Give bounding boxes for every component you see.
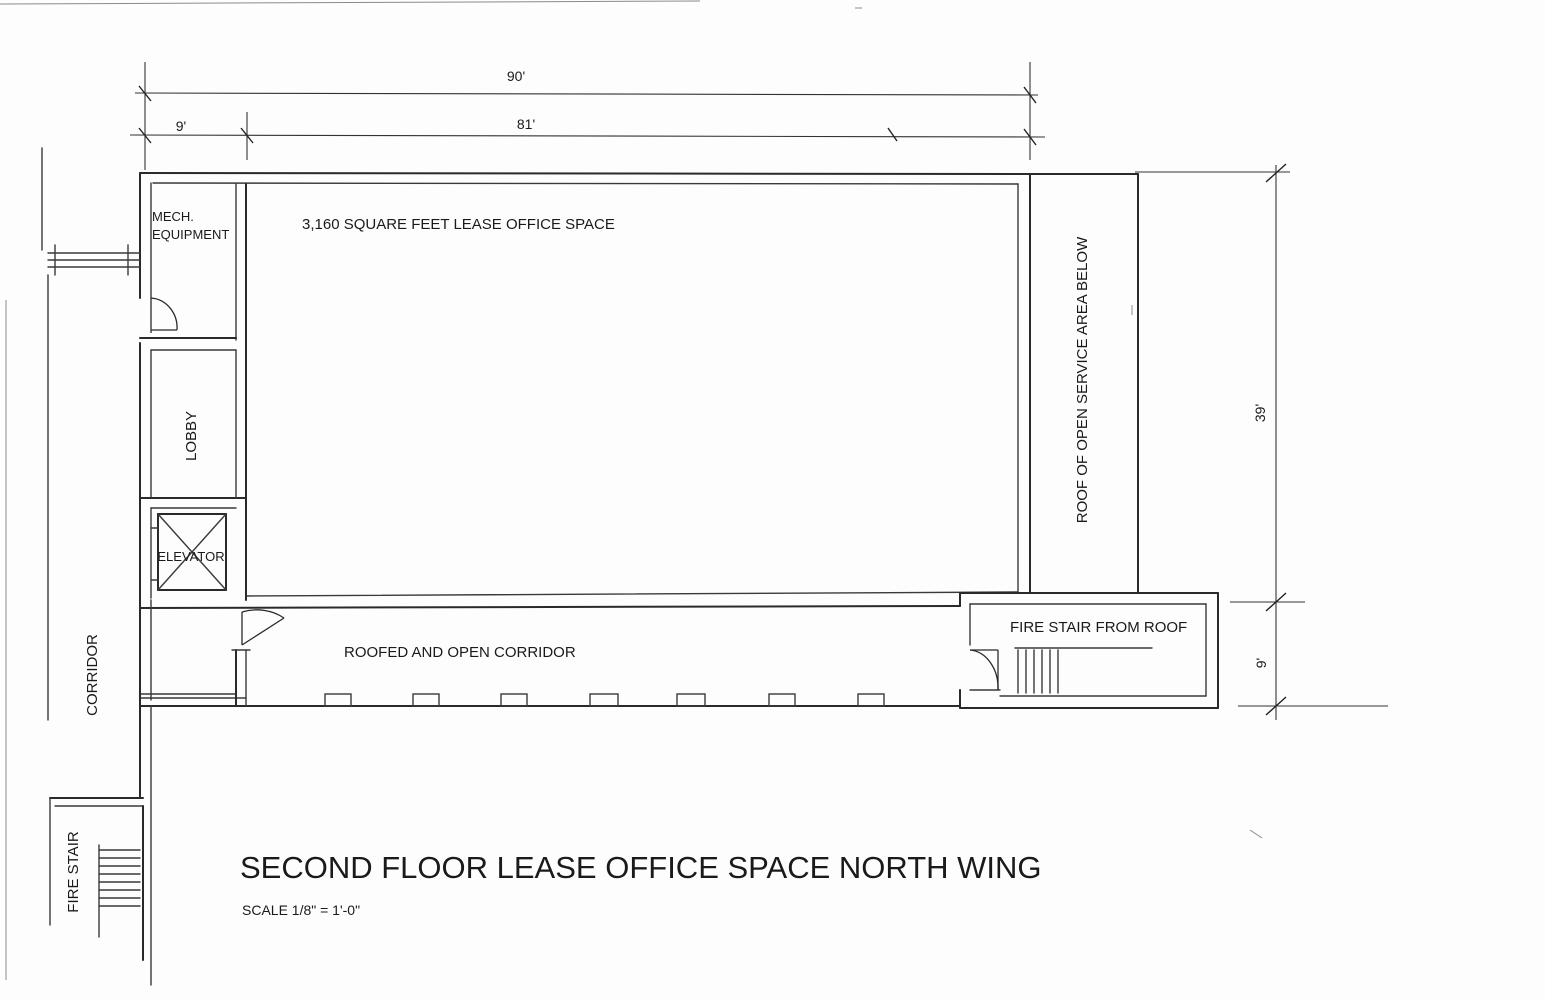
- fire-stair-roof-enclosure: [960, 593, 1218, 708]
- corridor-columns: [325, 694, 884, 706]
- dimension-bays: [130, 112, 1045, 160]
- label-fire-stair-roof: FIRE STAIR FROM ROOF: [1010, 619, 1188, 636]
- label-corridor-open: ROOFED AND OPEN CORRIDOR: [344, 644, 576, 661]
- label-fire-stair-side: FIRE STAIR: [65, 831, 82, 913]
- dimension-label-9-right: 9': [1253, 657, 1269, 669]
- corridor-door: [242, 610, 284, 645]
- label-corridor-side: CORRIDOR: [84, 634, 101, 716]
- stray-mark: [1250, 830, 1262, 838]
- label-roof-service: ROOF OF OPEN SERVICE AREA BELOW: [1074, 236, 1091, 524]
- dimension-depth: [1135, 164, 1388, 720]
- dimension-label-9-left: 9': [175, 118, 187, 134]
- sheet-edge-top: [0, 1, 700, 4]
- fire-stair-roof-treads: [1015, 648, 1152, 693]
- west-connection: [48, 245, 140, 275]
- label-lobby: LOBBY: [183, 410, 200, 462]
- label-mech-line1: MECH.: [152, 209, 194, 224]
- fire-stair-roof-door: [970, 650, 998, 690]
- west-corridor: [42, 148, 151, 985]
- plan-title: SECOND FLOOR LEASE OFFICE SPACE NORTH WING: [240, 850, 1042, 885]
- west-fire-stair: [50, 798, 143, 960]
- label-elevator: ELEVATOR: [157, 549, 225, 564]
- mech-door: [151, 298, 177, 333]
- lease-office-walls: [140, 173, 1030, 608]
- dimension-label-81: 81': [516, 116, 536, 132]
- dimension-label-39: 39': [1252, 403, 1268, 423]
- plan-scale: SCALE 1/8" = 1'-0": [242, 902, 361, 918]
- dimension-label-90: 90': [506, 68, 526, 84]
- dimension-overall-width: [135, 62, 1038, 170]
- label-lease-space: 3,160 SQUARE FEET LEASE OFFICE SPACE: [302, 216, 615, 233]
- label-mech-line2: EQUIPMENT: [152, 227, 230, 242]
